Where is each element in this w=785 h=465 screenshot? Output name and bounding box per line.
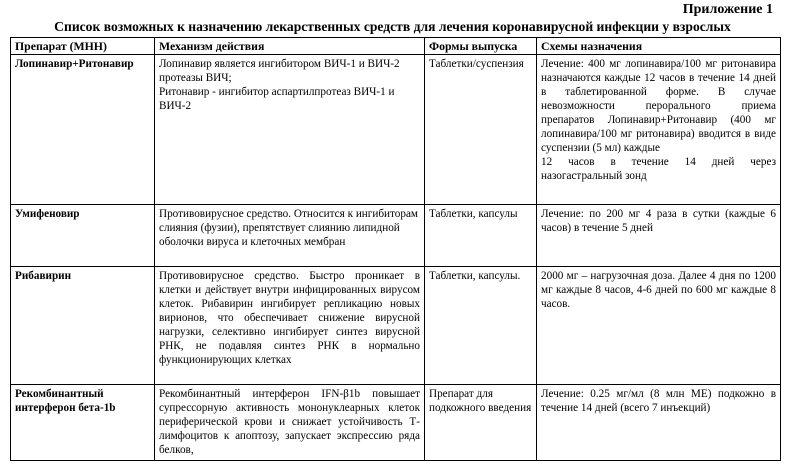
drug-name: Рибавирин: [11, 267, 155, 385]
scheme-line: 2000 мг – нагрузочная доза. Далее 4 дня по 1200 мг каждые 8 часов, 4-6 дней по 600 мг каждые 8 часов.: [541, 270, 776, 310]
forms-cell: Таблетки, капсулы.: [425, 267, 537, 385]
scheme-cell: [537, 267, 781, 385]
table-header-row: [11, 38, 781, 55]
column-header-scheme: Схемы назначения: [537, 38, 781, 55]
table-row: [11, 385, 781, 461]
mechanism-cell: [155, 205, 425, 267]
scheme-cell: [537, 55, 781, 205]
mechanism-cell: [155, 385, 425, 461]
mechanism-line: Противовирусное средство. Относится к ингибиторам слияния (фузии), препятствует слиянию липидной оболочки вируса и клеточных мембран: [159, 208, 419, 248]
scheme-line: Лечение: по 200 мг 4 раза в сутки (каждые 6 часов) в течение 5 дней: [541, 208, 776, 234]
drug-table: [10, 37, 781, 461]
document-title: Список возможных к назначению лекарственных средств для лечения коронавирусной инфекции у взрослых: [54, 19, 731, 34]
scheme-line: Лечение: 0.25 мг/мл (8 млн МЕ) подкожно в течение 14 дней (всего 7 инъекций): [541, 388, 776, 414]
forms-cell: Таблетки, капсулы: [425, 205, 537, 267]
table-row: [11, 205, 781, 267]
drug-name: Умифеновир: [11, 205, 155, 267]
mechanism-line: Ритонавир - ингибитор аспартилпротеаз ВИЧ-1 и ВИЧ-2: [159, 86, 395, 112]
scheme-line: 12 часов в течение 14 дней через назогастральный зонд: [541, 156, 776, 182]
mechanism-line: Противовирусное средство. Быстро проникает в клетки и действует внутри инфицированных вирусом клеток. Рибавирин ингибирует репликацию новых вирионов, что обеспечивает снижение вирусной нагрузки, селективно ингибирует синтез вирусной РНК, не подавляя синтез РНК в нормально функционирующих клетках: [159, 270, 420, 366]
column-header-drug: Препарат (МНН): [11, 38, 155, 55]
scheme-cell: [537, 385, 781, 461]
forms-cell: Препарат для подкожного введения: [425, 385, 537, 461]
table-row: [11, 55, 781, 205]
column-header-forms: Формы выпуска: [425, 38, 537, 55]
column-header-mechanism: Механизм действия: [155, 38, 425, 55]
drug-name: Лопинавир+Ритонавир: [11, 55, 155, 205]
drug-name: Рекомбинантный интерферон бета-1b: [11, 385, 155, 461]
scheme-line: Лечение: 400 мг лопинавира/100 мг ритонавира назначаются каждые 12 часов в течение 14 дней в таблетированной форме. В случае невозможности перорального приема препаратов Лопинавир+Ритонавир (400 мг лопинавира/100 мг ритонавира) вводится в виде суспензии (5 мл) каждые: [541, 58, 776, 154]
mechanism-cell: [155, 55, 425, 205]
mechanism-cell: [155, 267, 425, 385]
mechanism-line: Рекомбинантный интерферон IFN-β1b повышает супрессорную активность мононуклеарных клеток периферической крови и снижает устойчивость Т-лимфоцитов к апоптозу, запускает экспрессию ряда белков,: [159, 388, 420, 456]
appendix-label: Приложение 1: [682, 2, 773, 17]
table-row: [11, 267, 781, 385]
mechanism-line: Лопинавир является ингибитором ВИЧ-1 и ВИЧ-2 протеазы ВИЧ;: [159, 58, 400, 84]
scheme-cell: [537, 205, 781, 267]
forms-cell: Таблетки/суспензия: [425, 55, 537, 205]
